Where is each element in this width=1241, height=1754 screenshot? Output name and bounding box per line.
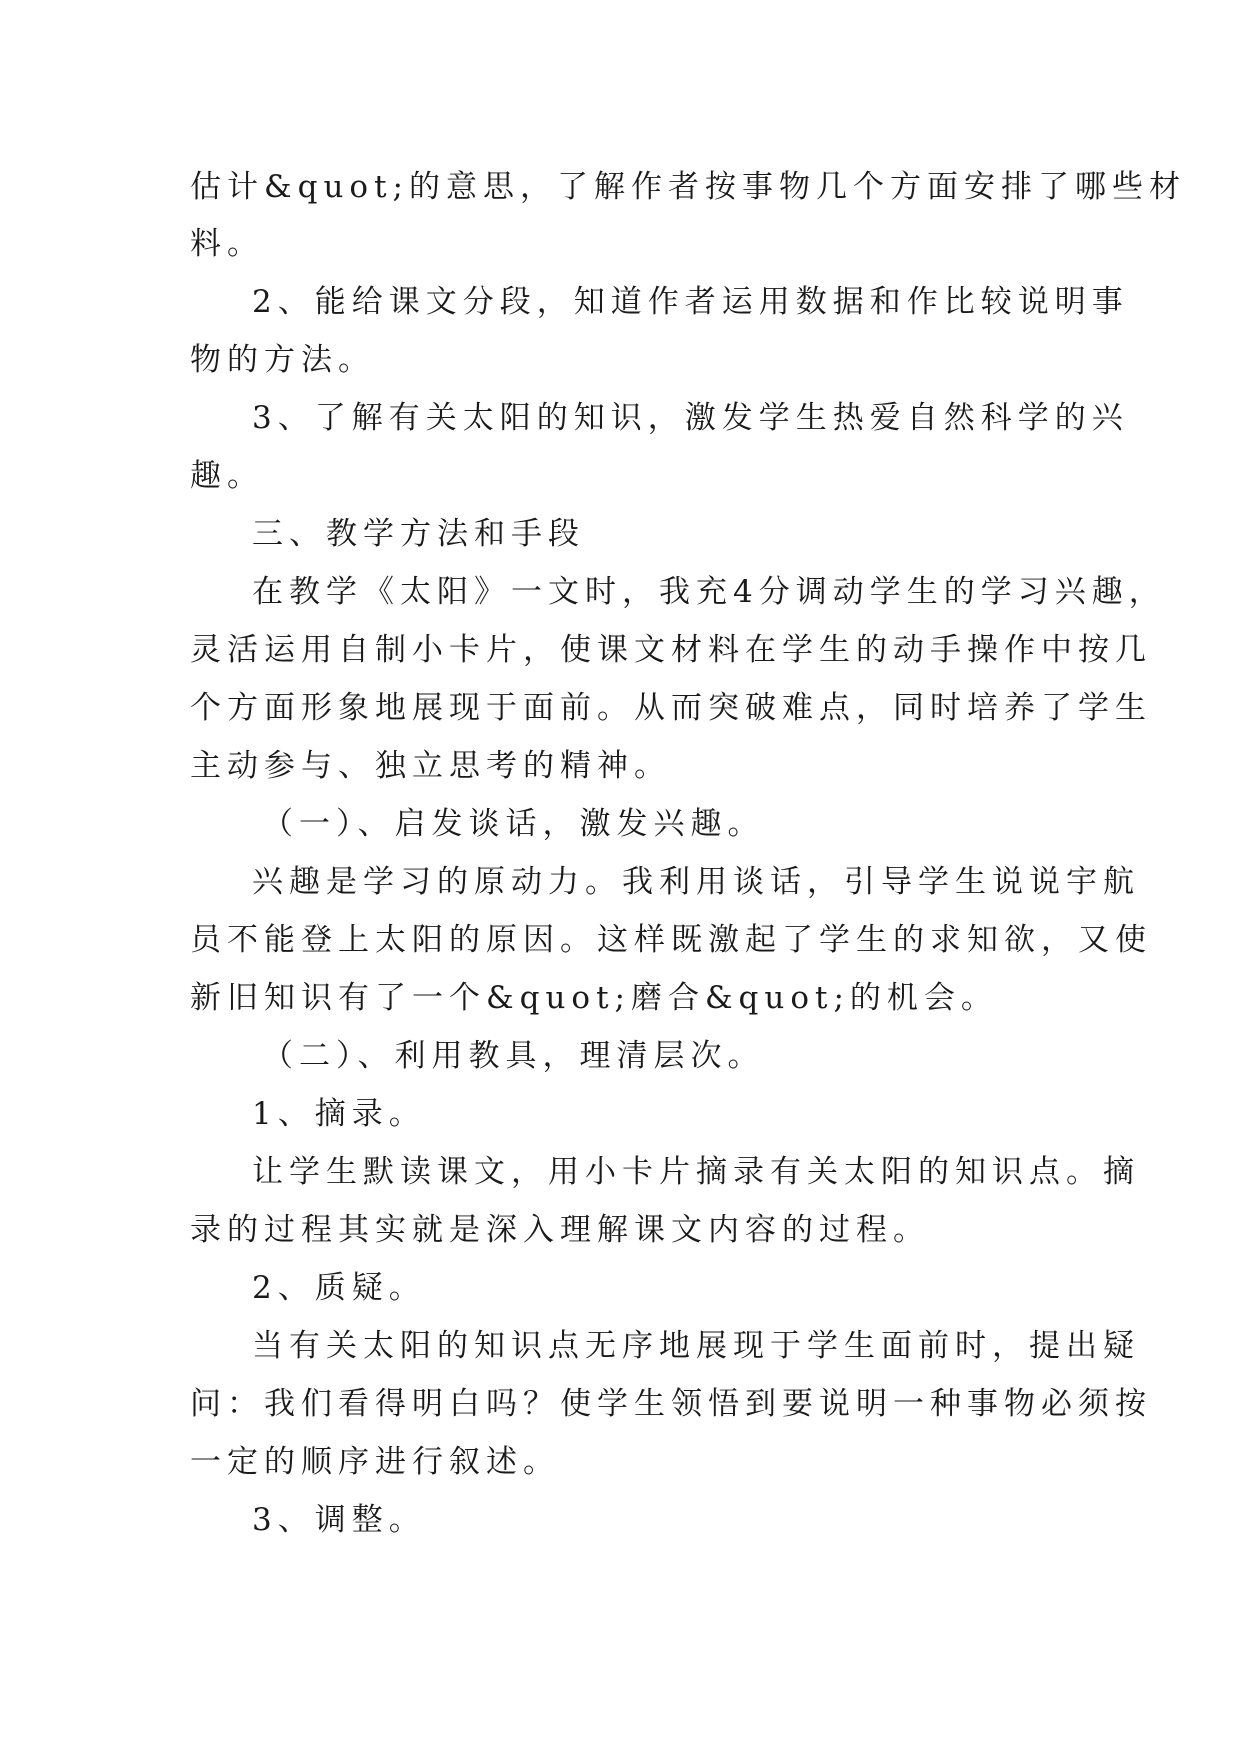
subsection-heading: （一）、启发谈话，激发兴趣。 — [262, 806, 765, 842]
text-line: 个方面形象地展现于面前。从而突破难点，同时培养了学生 — [190, 690, 1152, 726]
text-line: 趣。 — [190, 458, 264, 494]
text-line: 3、调整。 — [252, 1502, 426, 1538]
section-heading: 三、教学方法和手段 — [252, 516, 585, 552]
text-line: 一定的顺序进行叙述。 — [190, 1444, 560, 1480]
text-line: 在教学《太阳》一文时，我充4分调动学生的学习兴趣， — [252, 574, 1166, 610]
text-line: 兴趣是学习的原动力。我利用谈话，引导学生说说宇航 — [252, 864, 1140, 900]
text-line: 员不能登上太阳的原因。这样既激起了学生的求知欲，又使 — [190, 922, 1152, 958]
text-line: 物的方法。 — [190, 342, 375, 378]
text-line: 1、摘录。 — [252, 1096, 426, 1132]
text-line: 当有关太阳的知识点无序地展现于学生面前时，提出疑 — [252, 1328, 1140, 1364]
text-line: 3、了解有关太阳的知识，激发学生热爱自然科学的兴 — [252, 400, 1129, 436]
text-line: 问：我们看得明白吗？使学生领悟到要说明一种事物必须按 — [190, 1386, 1152, 1422]
text-line: 估计&quot;的意思，了解作者按事物几个方面安排了哪些材 — [190, 169, 1186, 205]
text-line: 2、能给课文分段，知道作者运用数据和作比较说明事 — [252, 284, 1129, 320]
text-line: 让学生默读课文，用小卡片摘录有关太阳的知识点。摘 — [252, 1154, 1140, 1190]
text-line: 料。 — [190, 226, 264, 262]
text-line: 新旧知识有了一个&quot;磨合&quot;的机会。 — [190, 980, 998, 1016]
text-line: 灵活运用自制小卡片，使课文材料在学生的动手操作中按几 — [190, 632, 1152, 668]
subsection-heading: （二）、利用教具，理清层次。 — [262, 1038, 765, 1074]
text-line: 2、质疑。 — [252, 1270, 426, 1306]
text-line: 主动参与、独立思考的精神。 — [190, 748, 671, 784]
text-line: 录的过程其实就是深入理解课文内容的过程。 — [190, 1212, 930, 1248]
